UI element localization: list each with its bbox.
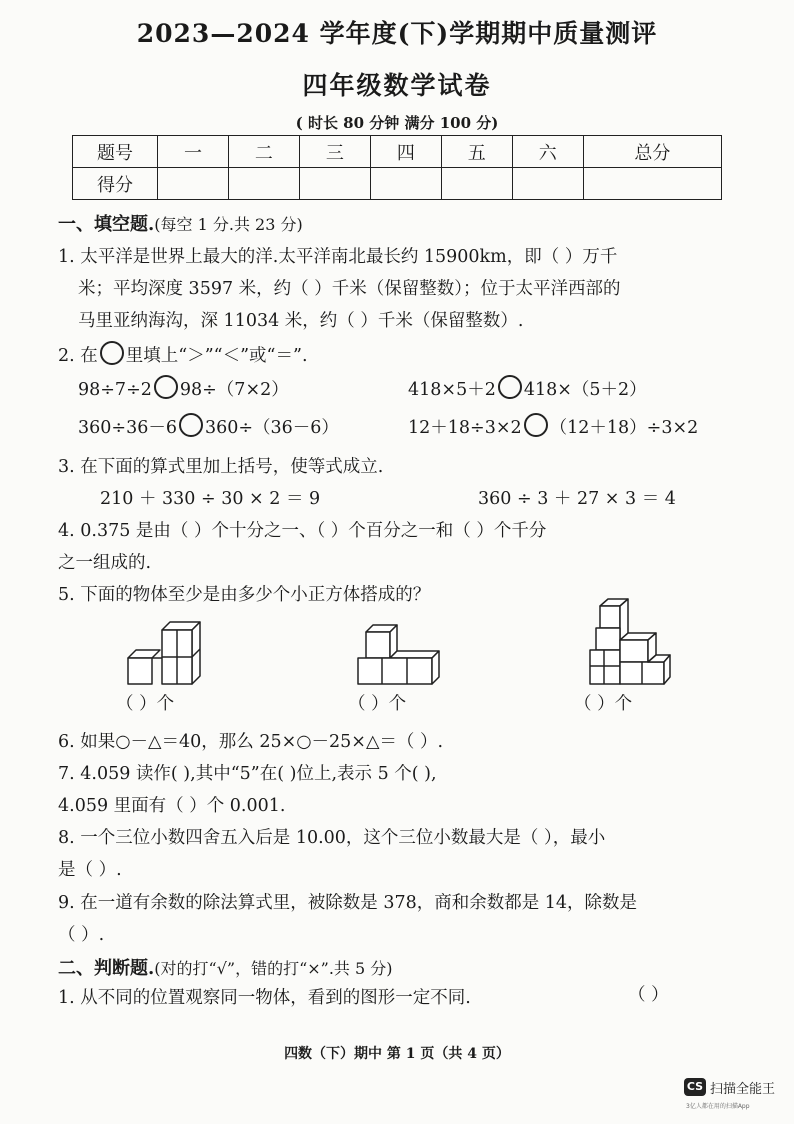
camscanner-tagline: 3亿人都在用的扫描App [686, 1103, 750, 1110]
answer-circle[interactable] [154, 375, 178, 399]
q8-line: 是（ ）. [58, 860, 122, 880]
q2-item [408, 413, 698, 439]
score-table-row-label: 题号 [73, 136, 158, 168]
score-table-column: 总分 [583, 136, 721, 168]
q5-answer[interactable]: （ ）个 [348, 694, 407, 714]
section2-heading [58, 954, 393, 980]
score-table-column: 四 [370, 136, 441, 168]
cube-figure-1 [120, 620, 220, 692]
exam-subtitle: 四年级数学试卷 [302, 71, 492, 100]
section1-heading [58, 210, 303, 236]
q9-line: （ ）. [58, 925, 105, 945]
q7-line: 7. 4.059 读作( ),其中“5”在( )位上,表示 5 个( ), [58, 764, 437, 784]
q8-line: 8. 一个三位小数四舍五入后是 10.00，这个三位小数最大是（ ），最小 [58, 828, 606, 848]
exam-title: 2023—2024 学年度(下)学期期中质量测评 [136, 19, 658, 48]
q1-line: 1. 太平洋是世界上最大的洋.太平洋南北最长约 15900km，即（ ）万千 [58, 247, 618, 267]
camscanner-name: 扫描全能王 [710, 1082, 776, 1097]
score-table-column: 六 [512, 136, 583, 168]
q2-prompt [58, 341, 308, 367]
score-table-score-row [73, 168, 722, 200]
score-cell[interactable] [228, 168, 299, 200]
blank-circle-icon [100, 341, 124, 365]
q1-line: 米；平均深度 3597 米，约（ ）千米（保留整数）；位于太平洋西部的 [78, 279, 621, 299]
q2-item-left: 418×5＋2 [408, 380, 496, 400]
score-table-column: 二 [228, 136, 299, 168]
section1-note: (每空 1 分.共 23 分) [154, 215, 303, 234]
score-cell[interactable] [583, 168, 721, 200]
section2-q1-blank[interactable]: （ ） [628, 985, 669, 1005]
answer-circle[interactable] [498, 375, 522, 399]
exam-duration: ( 时长 80 分钟 满分 100 分) [295, 114, 499, 132]
q2-item-right: （12＋18）÷3×2 [549, 418, 699, 438]
section1-title: 一、填空题. [58, 214, 155, 235]
q2-prompt-a: 2. 在 [58, 346, 98, 366]
q1-line: 马里亚纳海沟，深 11034 米，约（ ）千米（保留整数）. [78, 311, 524, 331]
q2-prompt-b: 里填上“＞”“＜”或“＝”. [125, 346, 308, 366]
cube-figure-2 [352, 620, 452, 692]
section2-note: (对的打“√”，错的打“×”.共 5 分) [154, 959, 393, 978]
page-footer: 四数（下）期中 第 1 页（共 4 页） [284, 1046, 510, 1062]
score-table-row-label: 得分 [73, 168, 158, 200]
score-cell[interactable] [512, 168, 583, 200]
answer-circle[interactable] [179, 413, 203, 437]
q2-item [408, 375, 647, 401]
q2-item [78, 413, 339, 439]
score-cell[interactable] [158, 168, 229, 200]
q2-item-right: 360÷（36－6） [204, 418, 339, 438]
q6: 6. 如果○－△＝40，那么 25×○－25×△＝（ ）. [58, 732, 444, 752]
q9-line: 9. 在一道有余数的除法算式里，被除数是 378，商和余数都是 14，除数是 [58, 893, 638, 913]
score-table [72, 135, 722, 200]
score-cell[interactable] [441, 168, 512, 200]
q3-equation: 210 ＋ 330 ÷ 30 × 2 ＝ 9 [100, 489, 321, 509]
q2-item-right: 418×（5＋2） [523, 380, 647, 400]
section2-q1: 1. 从不同的位置观察同一物体，看到的图形一定不同. [58, 988, 471, 1008]
score-cell[interactable] [370, 168, 441, 200]
q5-answer[interactable]: （ ）个 [574, 694, 633, 714]
score-table-column: 一 [158, 136, 229, 168]
q7-line: 4.059 里面有（ ）个 0.001. [58, 796, 286, 816]
section2-title: 二、判断题. [58, 958, 155, 979]
answer-circle[interactable] [524, 413, 548, 437]
q2-item-right: 98÷（7×2） [179, 380, 289, 400]
cube-figure-3 [586, 596, 676, 692]
camscanner-logo-icon: CS [684, 1078, 706, 1096]
score-table-header-row [73, 136, 722, 168]
score-table-column: 五 [441, 136, 512, 168]
q2-item-left: 360÷36－6 [78, 418, 177, 438]
q4-line: 之一组成的. [58, 553, 152, 573]
q2-item-left: 12＋18÷3×2 [408, 418, 522, 438]
score-cell[interactable] [299, 168, 370, 200]
score-table-column: 三 [299, 136, 370, 168]
q5-prompt: 5. 下面的物体至少是由多少个小正方体搭成的？ [58, 585, 431, 605]
q2-item [78, 375, 289, 401]
q3-prompt: 3. 在下面的算式里加上括号，使等式成立. [58, 457, 384, 477]
q4-line: 4. 0.375 是由（ ）个十分之一、（ ）个百分之一和（ ）个千分 [58, 521, 547, 541]
q5-answer[interactable]: （ ）个 [116, 694, 175, 714]
q2-item-left: 98÷7÷2 [78, 380, 152, 400]
q3-equation: 360 ÷ 3 ＋ 27 × 3 ＝ 4 [478, 489, 676, 509]
